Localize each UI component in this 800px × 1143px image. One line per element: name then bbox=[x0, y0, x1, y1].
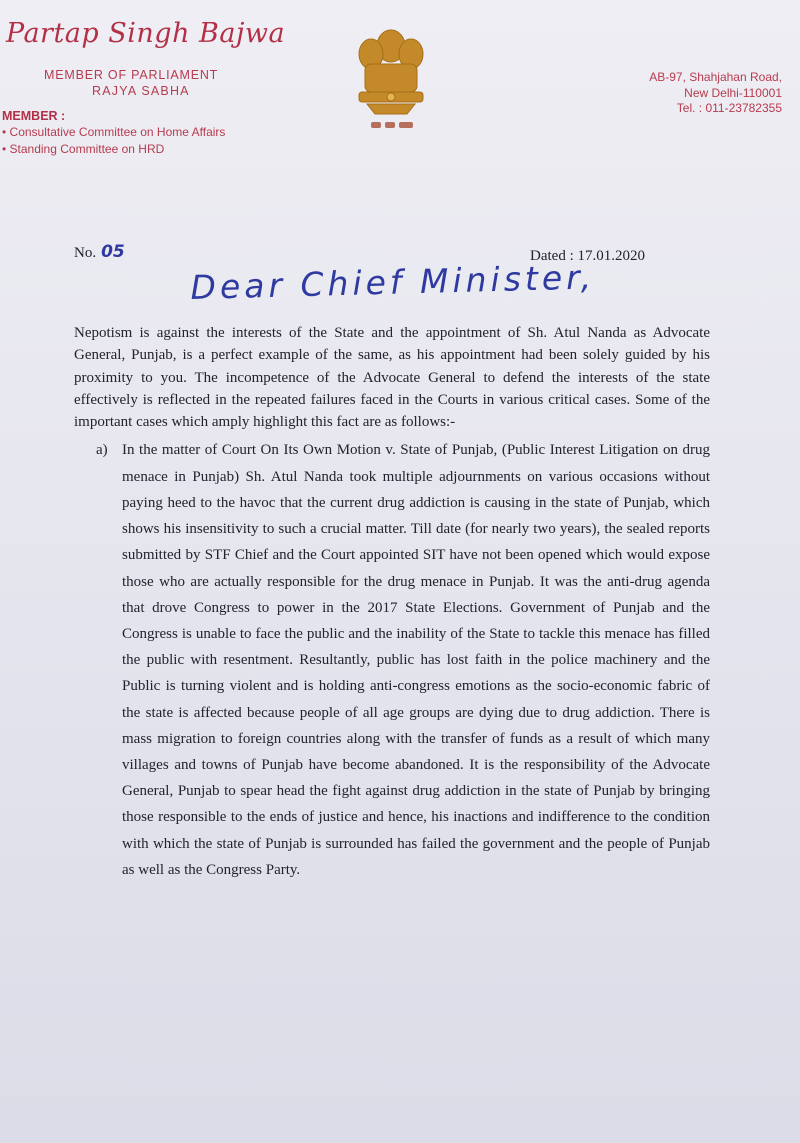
letter-body bbox=[74, 322, 710, 883]
member-label: MEMBER : bbox=[2, 109, 66, 123]
letterhead-name: Partap Singh Bajwa bbox=[6, 18, 286, 49]
reference-number-value: 05 bbox=[101, 242, 125, 262]
salutation: Dear Chief Minister, bbox=[190, 257, 596, 307]
national-emblem-icon bbox=[345, 24, 437, 142]
committee-item: • Standing Committee on HRD bbox=[2, 142, 165, 156]
committee-item: • Consultative Committee on Home Affairs bbox=[2, 125, 226, 139]
date-line: Dated : 17.01.2020 bbox=[530, 248, 645, 264]
point-a-label: a) bbox=[96, 442, 108, 459]
reference-number bbox=[74, 242, 125, 262]
address-line: AB-97, Shahjahan Road, bbox=[649, 70, 782, 84]
reference-number-label: No. bbox=[74, 245, 97, 261]
letterhead-house: RAJYA SABHA bbox=[92, 84, 190, 98]
letterhead-title: MEMBER OF PARLIAMENT bbox=[44, 68, 219, 82]
address-phone: Tel. : 011-23782355 bbox=[676, 101, 782, 115]
intro-paragraph: Nepotism is against the interests of the State and the appointment of Sh. Atul Nanda as Advocate General, Punjab, is a perfect example of the same, as his appointment had been solely guided by his proximity to you. The incompetence of the Advocate General to defend the interests of the state effectively is reflected in the repeated failures faced in the Courts in various critical cases. Some of the important cases which amply highlight this fact are as follows:- bbox=[74, 325, 710, 431]
point-a-text: In the matter of Court On Its Own Motion v. State of Punjab, (Public Interest Litigation on drug menace in Punjab) Sh. Atul Nanda took multiple adjournments on various occasions without paying heed to the havoc that the current drug addiction is causing in the state of Punjab, which shows his insensitivity to such a crucial matter. Till date (for nearly two years), the sealed reports submitted by STF Chief and the Court appointed SIT have not been opened which would expose those who are actually responsible for the drug menace in Punjab. It was the anti-drug agenda that drove Congress to power in the 2017 State Elections. Government of Punjab and the Congress is unable to face the public and the inability of the State to tackle this menace has filled the public with resentment. Resultantly, public has lost faith in the police machinery and the Public is turning violent and is holding anti-congress emotions as the socio-economic fabric of the state is affected because people of all age groups are dying due to drug addiction. There is mass migration to foreign countries along with the transfer of funds as a result of which many villages and towns of Punjab have become abandoned. It is the responsibility of the Advocate General, Punjab to spear head the fight against drug addiction in the state of Punjab by bringing those responsible to the ends of justice and hence, his inactions and indifference to the condition with which the state of Punjab is surrounded has failed the government and the people of Punjab as well as the Congress Party. bbox=[122, 442, 710, 878]
point-a-paragraph bbox=[74, 437, 710, 882]
address-line: New Delhi-110001 bbox=[684, 86, 782, 100]
